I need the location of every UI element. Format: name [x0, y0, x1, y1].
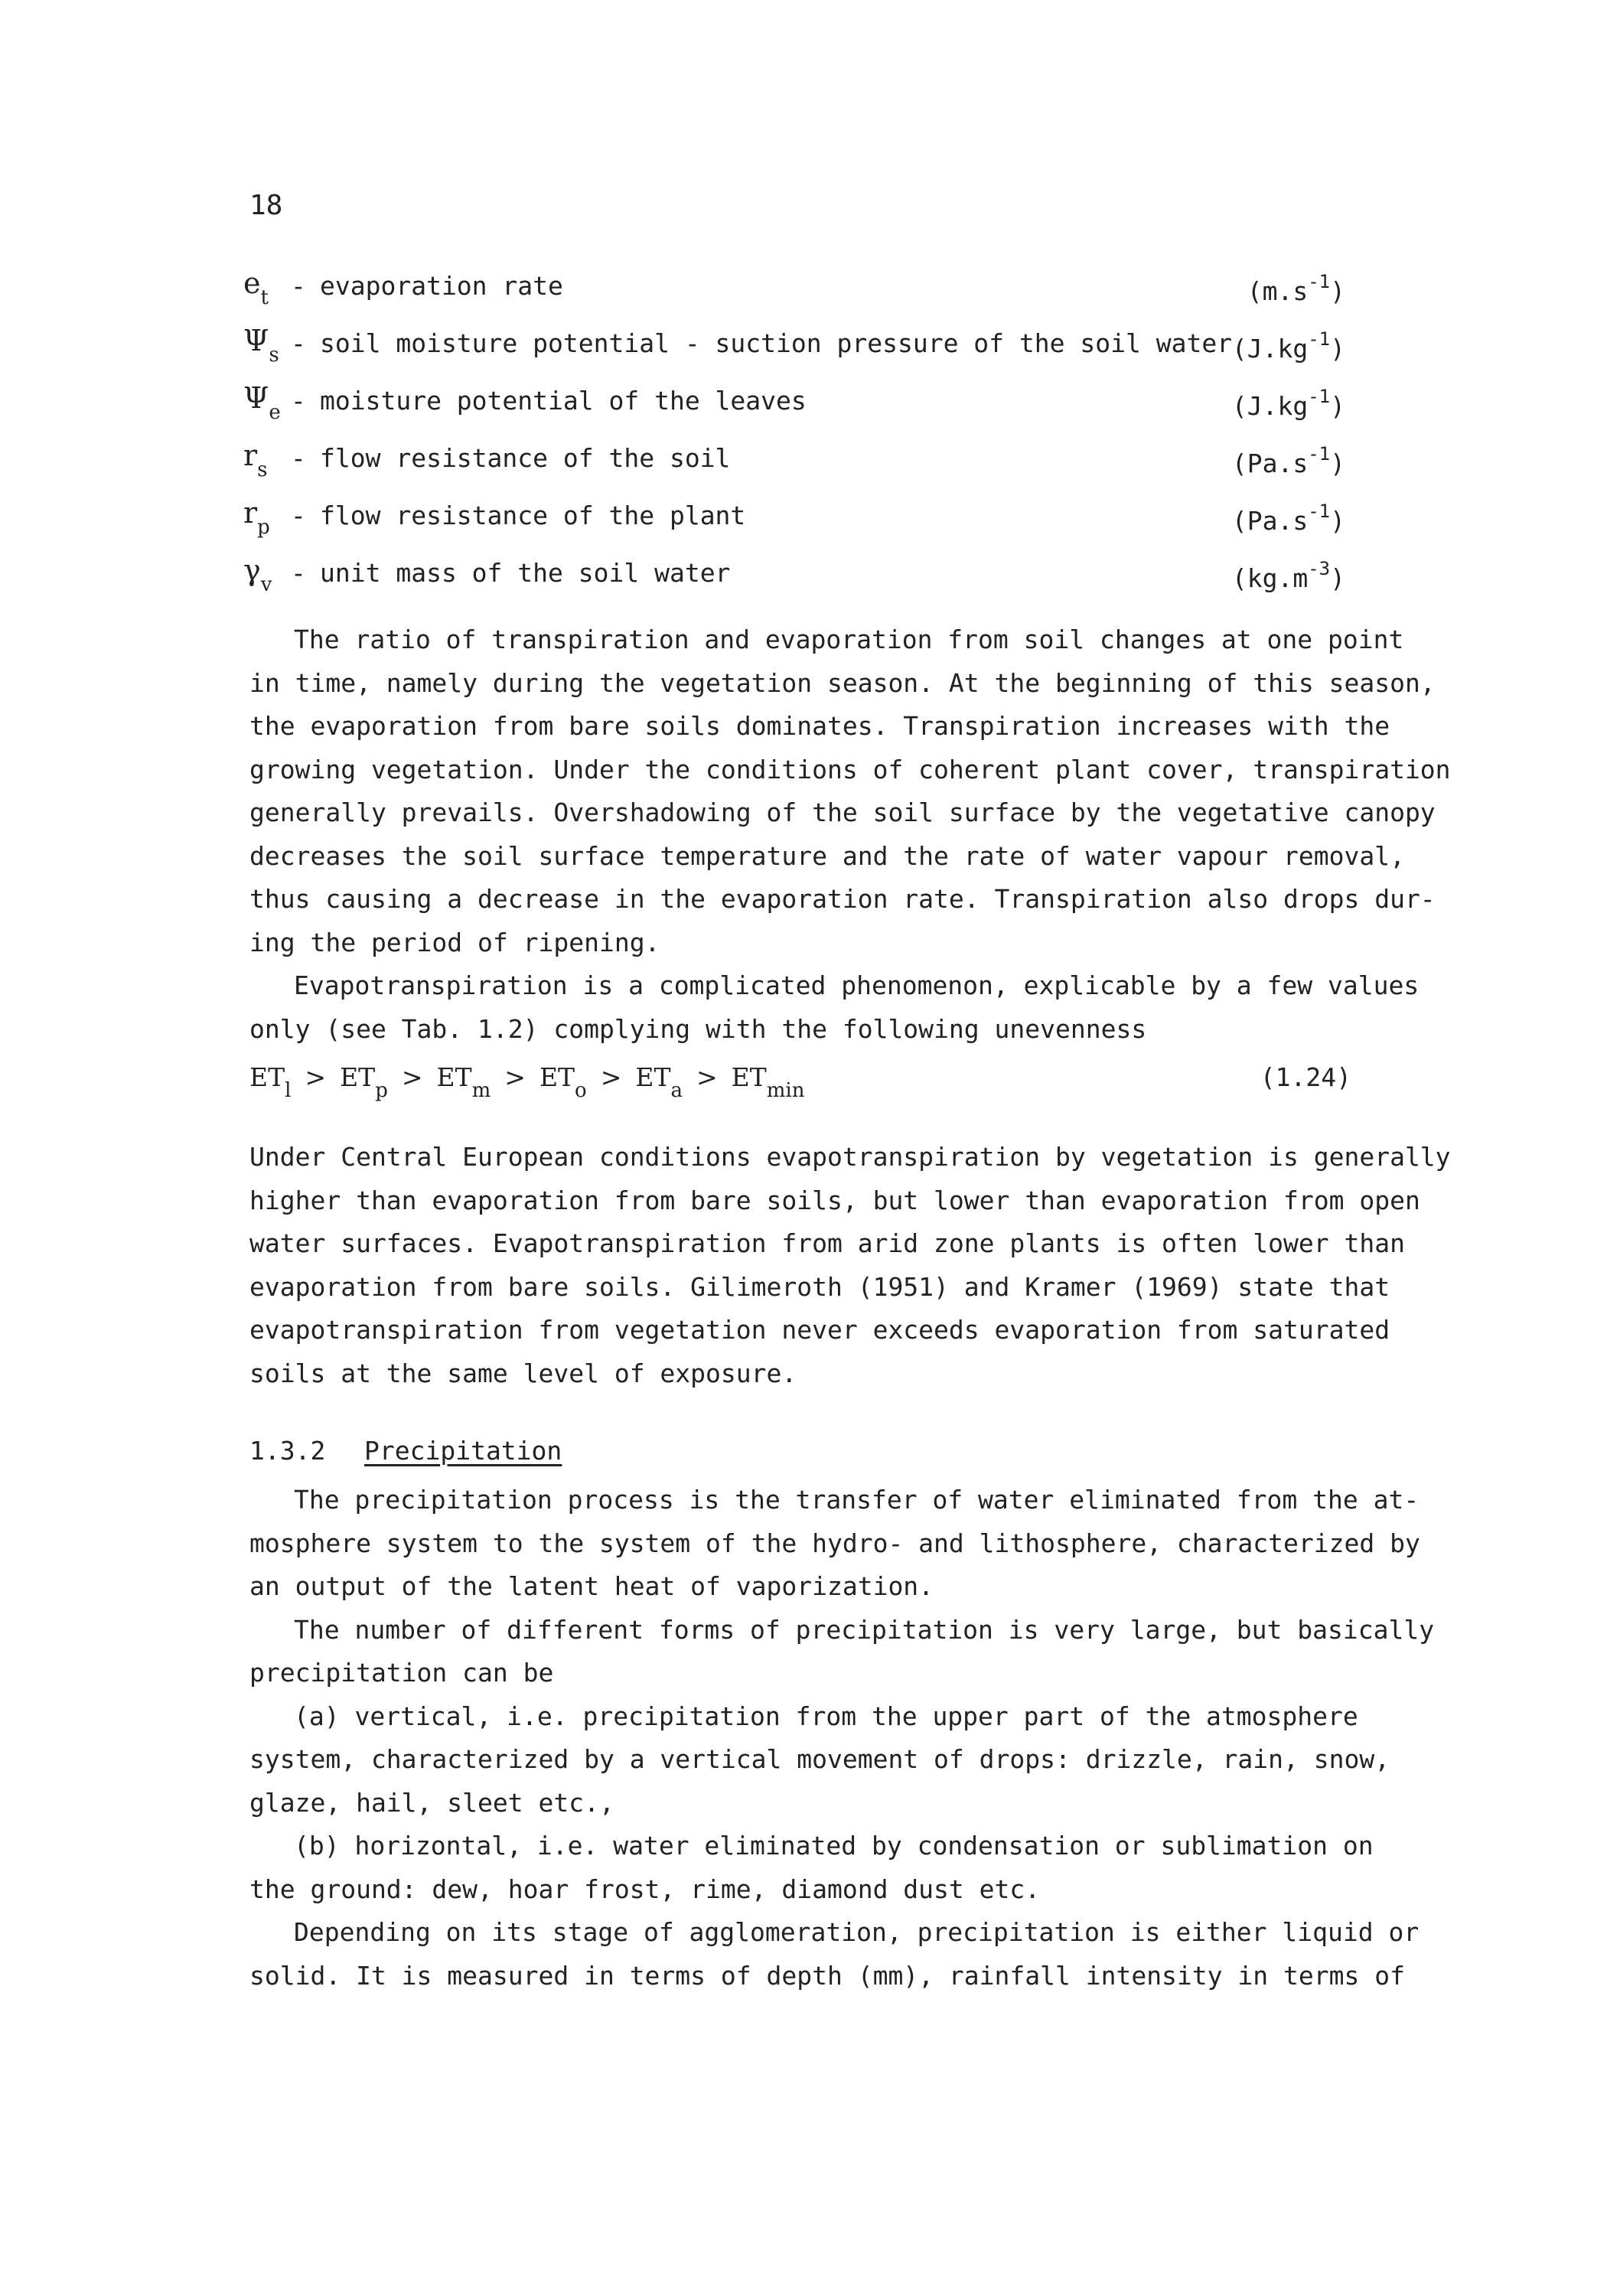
- text-line: soils at the same level of exposure.: [249, 1358, 797, 1388]
- page-number: 18: [249, 190, 283, 221]
- text-line: decreases the soil surface temperature and the rate of water vapour removal,: [249, 840, 1405, 871]
- text-line: Depending on its stage of agglomeration, precipitation is either liquid or: [294, 1917, 1420, 1947]
- legend-dash: -: [291, 558, 306, 588]
- legend-description: flow resistance of the plant: [320, 501, 746, 530]
- legend-unit: $(J.kg^{-1})$: [1231, 328, 1345, 364]
- equation-number: (1.24): [1260, 1062, 1351, 1092]
- text-line: precipitation can be: [249, 1658, 554, 1688]
- legend-unit: $(kg.m^{-3})$: [1231, 558, 1345, 593]
- legend-unit: $(m.s^{-1})$: [1247, 271, 1345, 306]
- legend-symbol: $e_t$: [243, 266, 269, 309]
- legend-row: [243, 432, 1345, 490]
- text-line: Evapotranspiration is a complicated phenomenon, explicable by a few values: [294, 970, 1420, 1000]
- text-line: The precipitation process is the transfer of water eliminated from the at-: [294, 1485, 1420, 1515]
- legend-row: [243, 260, 1345, 318]
- equation-expression: $ET_l > ET_p > ET_m > ET_o > ET_a > ET_{min}$: [249, 1062, 805, 1102]
- legend-row: [243, 318, 1345, 375]
- section-title: Precipitation: [364, 1436, 562, 1466]
- paragraph-transpiration-ratio: [249, 618, 1451, 1051]
- legend-row: [243, 547, 1345, 605]
- text-line: evapotranspiration from vegetation never exceeds evaporation from saturated: [249, 1315, 1390, 1345]
- text-line: growing vegetation. Under the conditions of coherent plant cover, transpiration: [249, 754, 1451, 784]
- legend-row: [243, 490, 1345, 547]
- text-line: only (see Tab. 1.2) complying with the following unevenness: [249, 1013, 1147, 1044]
- text-line: glaze, hail, sleet etc.,: [249, 1787, 614, 1818]
- text-line: Under Central European conditions evapotranspiration by vegetation is generally: [249, 1142, 1451, 1172]
- paragraph-precipitation: [249, 1479, 1435, 1998]
- text-line: The number of different forms of precipitation is very large, but basically: [294, 1614, 1435, 1645]
- text-line: mosphere system to the system of the hydro- and lithosphere, characterized by: [249, 1528, 1420, 1558]
- legend-unit: $(J.kg^{-1})$: [1231, 386, 1345, 421]
- text-line: thus causing a decrease in the evaporation rate. Transpiration also drops dur-: [249, 884, 1436, 914]
- legend-dash: -: [291, 443, 306, 473]
- text-line: in time, namely during the vegetation season. At the beginning of this season,: [249, 667, 1436, 698]
- legend-dash: -: [291, 386, 306, 416]
- text-line: solid. It is measured in terms of depth (mm), rainfall intensity in terms of: [249, 1960, 1405, 1991]
- legend-symbol: $\Psi_s$: [243, 324, 279, 367]
- text-line: generally prevails. Overshadowing of the soil surface by the vegetative canopy: [249, 797, 1436, 827]
- text-line: the evaporation from bare soils dominates. Transpiration increases with the: [249, 711, 1390, 741]
- legend-dash: -: [291, 328, 306, 358]
- text-line: system, characterized by a vertical movement of drops: drizzle, rain, snow,: [249, 1744, 1390, 1774]
- section-number: 1.3.2: [249, 1436, 326, 1466]
- legend-description: soil moisture potential - suction pressure of the soil water: [320, 328, 1233, 358]
- legend-description: evaporation rate: [320, 271, 563, 301]
- legend-dash: -: [291, 501, 306, 530]
- legend-description: unit mass of the soil water: [320, 558, 731, 588]
- legend-symbol: $\Psi_e$: [243, 381, 281, 424]
- text-line: water surfaces. Evapotranspiration from arid zone plants is often lower than: [249, 1228, 1405, 1258]
- legend-dash: -: [291, 271, 306, 301]
- text-line: The ratio of transpiration and evaporation from soil changes at one point: [294, 625, 1404, 654]
- legend-unit: $(Pa.s^{-1})$: [1231, 443, 1345, 478]
- section-heading: [249, 1436, 562, 1466]
- legend-description: flow resistance of the soil: [320, 443, 731, 473]
- legend-description: moisture potential of the leaves: [320, 386, 807, 416]
- text-line: (a) vertical, i.e. precipitation from the upper part of the atmosphere: [294, 1701, 1358, 1731]
- text-line: evaporation from bare soils. Gilimeroth (1951) and Kramer (1969) state that: [249, 1271, 1390, 1302]
- text-line: an output of the latent heat of vaporization.: [249, 1571, 934, 1601]
- text-line: ing the period of ripening.: [249, 927, 660, 957]
- legend-symbol: $\gamma_v$: [243, 553, 272, 596]
- legend-symbol: $r_s$: [243, 439, 268, 481]
- text-line: (b) horizontal, i.e. water eliminated by condensation or sublimation on: [294, 1831, 1374, 1861]
- text-line: the ground: dew, hoar frost, rime, diamond dust etc.: [249, 1874, 1041, 1904]
- text-line: higher than evaporation from bare soils, but lower than evaporation from open: [249, 1185, 1420, 1215]
- legend-unit: $(Pa.s^{-1})$: [1231, 501, 1345, 536]
- legend-row: [243, 375, 1345, 432]
- equation-1-24: [249, 1062, 1351, 1108]
- legend-symbol: $r_p$: [243, 496, 270, 539]
- symbol-legend: [243, 260, 1345, 605]
- paragraph-central-europe: [249, 1136, 1451, 1395]
